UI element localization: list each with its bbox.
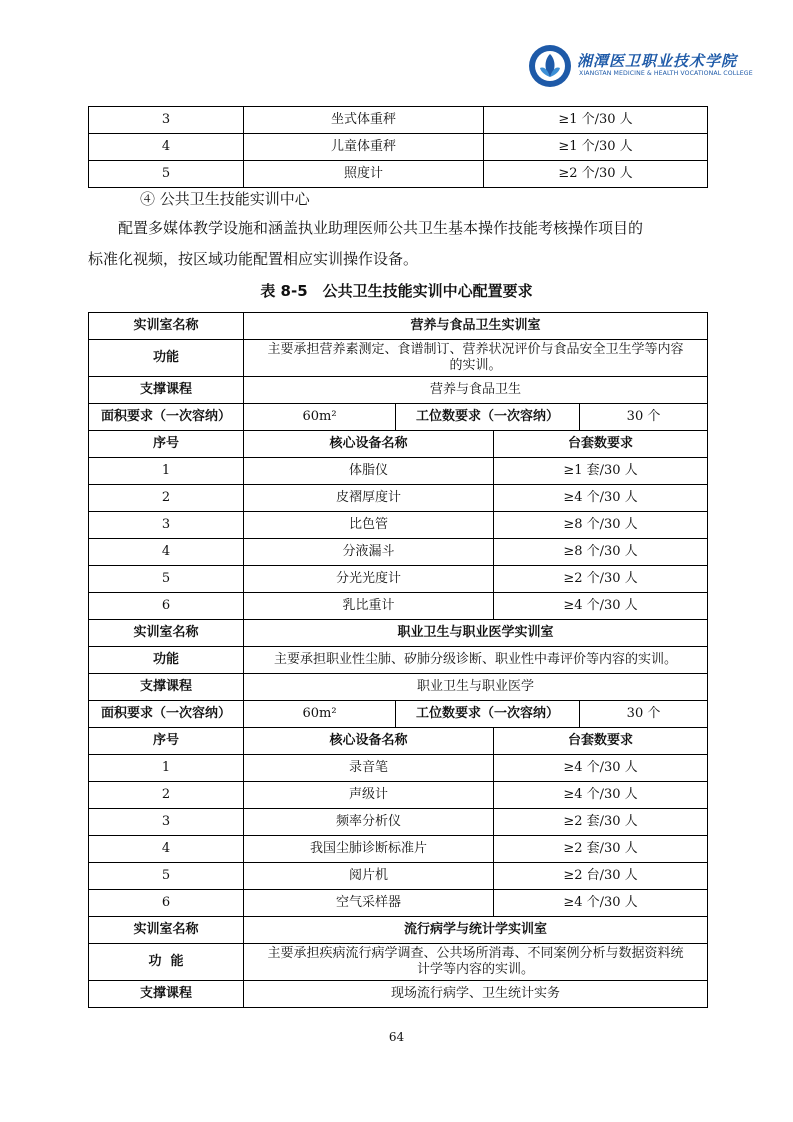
stations-value: 30 个	[580, 404, 708, 431]
table-row	[89, 620, 708, 647]
row-number: 5	[89, 566, 244, 593]
room-name: 流行病学与统计学实训室	[244, 917, 708, 944]
quantity-header: 台套数要求	[494, 728, 708, 755]
course-label: 支撑课程	[89, 981, 244, 1008]
table-caption: 表 8-5 公共卫生技能实训中心配置要求	[260, 282, 533, 300]
equipment-name: 照度计	[244, 161, 484, 188]
stations-label: 工位数要求（一次容纳）	[396, 404, 580, 431]
function-text	[244, 944, 708, 981]
function-label: 功 能	[89, 944, 244, 981]
row-number: 6	[89, 593, 244, 620]
row-number: 3	[89, 107, 244, 134]
row-number: 1	[89, 755, 244, 782]
equipment-table-continued	[88, 106, 708, 188]
area-value: 60m²	[244, 701, 396, 728]
equipment-name: 声级计	[244, 782, 494, 809]
function-text: 主要承担职业性尘肺、矽肺分级诊断、职业性中毒评价等内容的实训。	[244, 647, 708, 674]
table-row	[89, 107, 708, 134]
table-row	[89, 863, 708, 890]
area-value: 60m²	[244, 404, 396, 431]
equipment-name: 分光光度计	[244, 566, 494, 593]
table-row	[89, 701, 708, 728]
section-paragraph-line2: 标准化视频，按区域功能配置相应实训操作设备。	[88, 250, 419, 268]
page-number: 64	[388, 1030, 405, 1044]
section-paragraph-line1: 配置多媒体教学设施和涵盖执业助理医师公共卫生基本操作技能考核操作项目的	[118, 219, 644, 237]
public-health-training-table	[88, 312, 708, 1008]
course-name: 营养与食品卫生	[244, 377, 708, 404]
table-row	[89, 377, 708, 404]
table-row	[89, 917, 708, 944]
quantity-requirement: ≥4 个/30 人	[494, 755, 708, 782]
quantity-requirement: ≥2 套/30 人	[494, 809, 708, 836]
quantity-header: 台套数要求	[494, 431, 708, 458]
table-row	[89, 485, 708, 512]
equipment-name: 频率分析仪	[244, 809, 494, 836]
table-row	[89, 981, 708, 1008]
table-row	[89, 647, 708, 674]
room-name-label: 实训室名称	[89, 313, 244, 340]
equipment-name: 录音笔	[244, 755, 494, 782]
equipment-name: 儿童体重秤	[244, 134, 484, 161]
equipment-name: 我国尘肺诊断标准片	[244, 836, 494, 863]
function-label: 功能	[89, 340, 244, 377]
stations-label: 工位数要求（一次容纳）	[396, 701, 580, 728]
stations-value: 30 个	[580, 701, 708, 728]
section-heading: ④ 公共卫生技能实训中心	[140, 190, 310, 208]
no-header: 序号	[89, 728, 244, 755]
school-logo	[528, 44, 753, 90]
equipment-name: 分液漏斗	[244, 539, 494, 566]
school-emblem-icon	[528, 44, 572, 88]
table-row	[89, 512, 708, 539]
quantity-requirement: ≥2 个/30 人	[494, 566, 708, 593]
function-line: 的实训。	[449, 358, 502, 373]
area-label: 面积要求（一次容纳）	[89, 701, 244, 728]
equipment-name: 皮褶厚度计	[244, 485, 494, 512]
equipment-header: 核心设备名称	[244, 431, 494, 458]
row-number: 6	[89, 890, 244, 917]
no-header: 序号	[89, 431, 244, 458]
row-number: 5	[89, 161, 244, 188]
school-name-en: XIANGTAN MEDICINE & HEALTH VOCATIONAL COLLEGE	[579, 70, 753, 77]
room-name-label: 实训室名称	[89, 917, 244, 944]
row-number: 2	[89, 485, 244, 512]
course-name: 职业卫生与职业医学	[244, 674, 708, 701]
table-header-row	[89, 431, 708, 458]
area-label: 面积要求（一次容纳）	[89, 404, 244, 431]
quantity-requirement: ≥2 套/30 人	[494, 836, 708, 863]
table-row	[89, 313, 708, 340]
row-number: 3	[89, 809, 244, 836]
quantity-requirement: ≥1 个/30 人	[484, 107, 708, 134]
row-number: 1	[89, 458, 244, 485]
function-line: 主要承担疾病流行病学调查、公共场所消毒、不同案例分析与数据资料统	[267, 946, 684, 961]
row-number: 2	[89, 782, 244, 809]
table-row	[89, 458, 708, 485]
row-number: 4	[89, 539, 244, 566]
equipment-name: 阅片机	[244, 863, 494, 890]
quantity-requirement: ≥4 个/30 人	[494, 485, 708, 512]
equipment-header: 核心设备名称	[244, 728, 494, 755]
table-row	[89, 674, 708, 701]
table-row	[89, 566, 708, 593]
function-label: 功能	[89, 647, 244, 674]
table-row	[89, 809, 708, 836]
quantity-requirement: ≥1 套/30 人	[494, 458, 708, 485]
equipment-name: 体脂仪	[244, 458, 494, 485]
row-number: 4	[89, 836, 244, 863]
school-name-cn: 湘潭医卫职业技术学院	[577, 52, 738, 70]
quantity-requirement: ≥4 个/30 人	[494, 890, 708, 917]
table-row	[89, 340, 708, 377]
quantity-requirement: ≥8 个/30 人	[494, 539, 708, 566]
table-row	[89, 593, 708, 620]
function-line: 主要承担营养素测定、食谱制订、营养状况评价与食品安全卫生学等内容	[267, 342, 684, 357]
room-name-label: 实训室名称	[89, 620, 244, 647]
table-row	[89, 782, 708, 809]
row-number: 3	[89, 512, 244, 539]
course-name: 现场流行病学、卫生统计实务	[244, 981, 708, 1008]
table-row	[89, 134, 708, 161]
quantity-requirement: ≥2 台/30 人	[494, 863, 708, 890]
table-header-row	[89, 728, 708, 755]
row-number: 5	[89, 863, 244, 890]
function-text	[244, 340, 708, 377]
quantity-requirement: ≥4 个/30 人	[494, 593, 708, 620]
table-row	[89, 836, 708, 863]
row-number: 4	[89, 134, 244, 161]
course-label: 支撑课程	[89, 674, 244, 701]
table-row	[89, 539, 708, 566]
table-row	[89, 404, 708, 431]
room-name: 营养与食品卫生实训室	[244, 313, 708, 340]
equipment-name: 乳比重计	[244, 593, 494, 620]
equipment-name: 比色管	[244, 512, 494, 539]
course-label: 支撑课程	[89, 377, 244, 404]
table-row	[89, 755, 708, 782]
quantity-requirement: ≥2 个/30 人	[484, 161, 708, 188]
room-name: 职业卫生与职业医学实训室	[244, 620, 708, 647]
table-row	[89, 944, 708, 981]
table-row	[89, 890, 708, 917]
quantity-requirement: ≥1 个/30 人	[484, 134, 708, 161]
equipment-name: 坐式体重秤	[244, 107, 484, 134]
equipment-name: 空气采样器	[244, 890, 494, 917]
quantity-requirement: ≥4 个/30 人	[494, 782, 708, 809]
function-line: 计学等内容的实训。	[417, 962, 535, 977]
quantity-requirement: ≥8 个/30 人	[494, 512, 708, 539]
